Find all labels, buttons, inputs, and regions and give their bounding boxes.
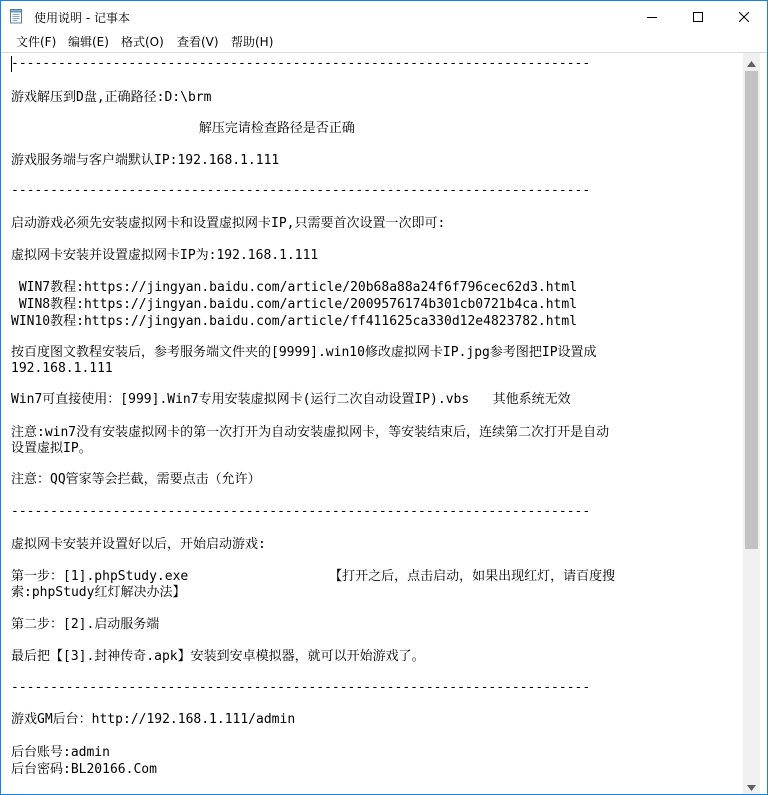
text-line: WIN8教程:https://jingyan.baidu.com/article/2009576174b301cb0721b4ca.html <box>11 297 578 312</box>
text-line: 虚拟网卡安装并设置虚拟网卡IP为:192.168.1.111 <box>11 248 319 263</box>
text-line: 游戏GM后台：http://192.168.1.111/admin <box>11 712 296 727</box>
text-line: 注意:win7没有安装虚拟网卡的第一次打开为自动安装虚拟网卡，等安装结束后，连续第二次打开是自动 <box>11 425 610 440</box>
menu-format[interactable]: 格式(O) <box>121 35 164 49</box>
text-line: 索:phpStudy红灯解决办法】 <box>11 585 186 600</box>
separator-line: -------------------------------------------------------------------------- <box>11 183 591 198</box>
text-editor[interactable] <box>1 52 767 794</box>
text-line: 192.168.1.111 <box>11 361 113 376</box>
text-line: Win7可直接使用：[999].Win7专用安装虚拟网卡(运行二次自动设置IP).vbs 其他系统无效 <box>11 392 571 407</box>
close-icon <box>739 12 749 22</box>
text-line: WIN10教程:https://jingyan.baidu.com/article/ff411625ca330d12e4823782.html <box>11 314 578 329</box>
minimize-icon <box>647 12 657 22</box>
scroll-up-arrow-icon <box>747 52 756 71</box>
menu-edit[interactable]: 编辑(E) <box>68 35 109 49</box>
maximize-icon <box>693 12 703 22</box>
document-text-area[interactable] <box>11 56 743 792</box>
text-line: 按百度图文教程安装后，参考服务端文件夹的[9999].win10修改虚拟网卡IP.jpg参考图把IP设置成 <box>11 345 597 360</box>
text-line: 第一步：[1].phpStudy.exe 【打开之后，点击启动，如果出现红灯，请百度搜 <box>11 569 616 584</box>
menu-view[interactable]: 查看(V) <box>177 35 219 49</box>
text-line: 游戏解压到D盘,正确路径:D:\brm <box>11 90 212 105</box>
text-line: 设置虚拟IP。 <box>11 441 92 456</box>
text-line: 解压完请检查路径是否正确 <box>11 121 355 136</box>
separator-line: -------------------------------------------------------------------------- <box>11 56 591 71</box>
scroll-up-button[interactable] <box>743 53 760 70</box>
menu-help[interactable]: 帮助(H) <box>231 35 274 49</box>
title-bar[interactable] <box>1 1 767 32</box>
separator-line: -------------------------------------------------------------------------- <box>11 680 591 695</box>
maximize-button[interactable] <box>675 1 721 32</box>
minimize-button[interactable] <box>629 1 675 32</box>
text-line: 后台账号:admin <box>11 745 110 760</box>
vertical-scrollbar[interactable] <box>743 53 760 794</box>
text-line: 后台密码:BL20166.Com <box>11 762 157 777</box>
text-line: WIN7教程:https://jingyan.baidu.com/article/20b68a88a24f6f796cec62d3.html <box>11 280 578 295</box>
menu-file[interactable]: 文件(F) <box>16 35 57 49</box>
scroll-down-button[interactable] <box>743 777 760 794</box>
text-line: 注意：QQ管家等会拦截，需要点击（允许） <box>11 472 261 487</box>
close-button[interactable] <box>721 1 767 32</box>
notepad-icon[interactable] <box>8 8 24 24</box>
text-line: 启动游戏必须先安装虚拟网卡和设置虚拟网卡IP,只需要首次设置一次即可: <box>11 216 446 231</box>
scroll-thumb[interactable] <box>745 71 758 549</box>
scroll-down-arrow-icon <box>747 776 756 795</box>
menu-bar <box>1 32 767 52</box>
text-line: 虚拟网卡安装并设置好以后，开始启动游戏: <box>11 537 266 552</box>
text-line: 游戏服务端与客户端默认IP:192.168.1.111 <box>11 153 280 168</box>
text-line: 最后把【[3].封神传奇.apk】安装到安卓模拟器，就可以开始游戏了。 <box>11 649 425 664</box>
separator-line: -------------------------------------------------------------------------- <box>11 504 591 519</box>
text-line: 第二步：[2].启动服务端 <box>11 617 160 632</box>
window-title: 使用说明 - 记事本 <box>34 11 130 25</box>
